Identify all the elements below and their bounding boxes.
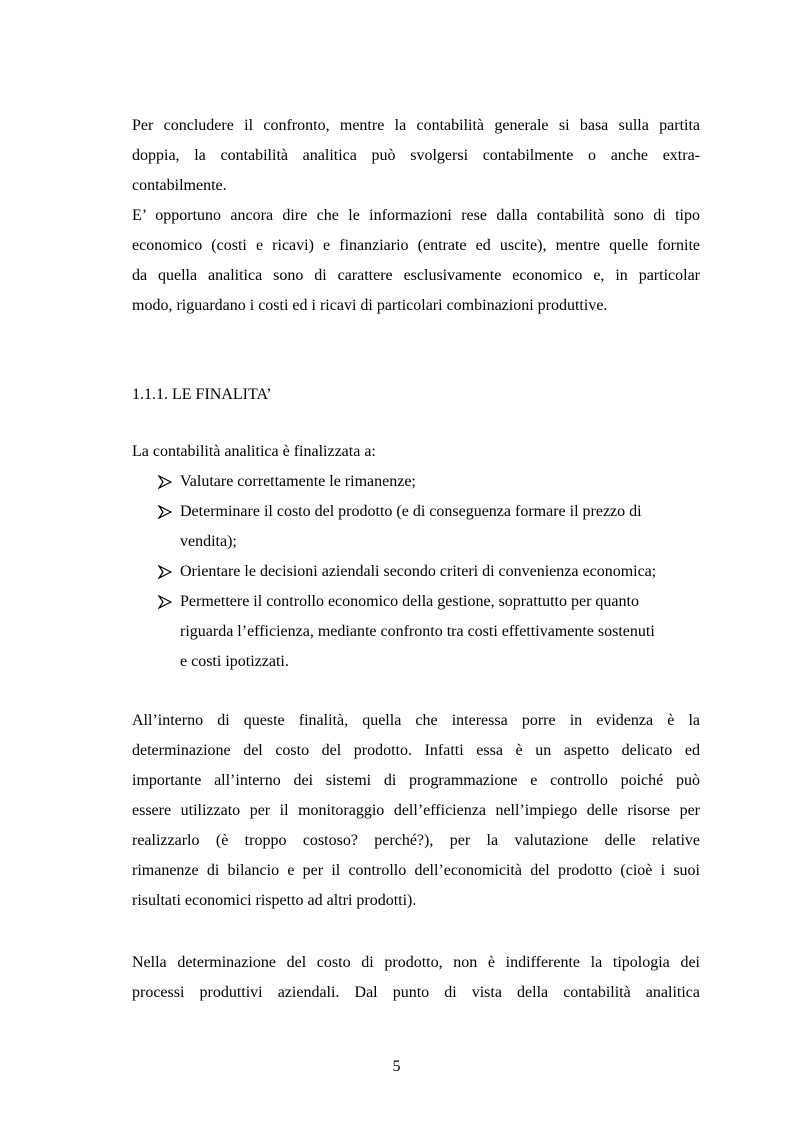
list-item	[158, 467, 698, 497]
paragraph-line: contabilmente.	[132, 177, 227, 194]
paragraph-line: doppia, la contabilità analitica può svolgersi contabilmente o anche extra-	[132, 147, 700, 164]
list-item	[158, 587, 698, 677]
paragraph-production-processes	[132, 948, 700, 1008]
list-item-line: Determinare il costo del prodotto (e di conseguenza formare il prezzo di	[180, 503, 642, 520]
list-intro: La contabilità analitica è finalizzata a:	[132, 443, 376, 460]
paragraph-line: essere utilizzato per il monitoraggio dell’efficienza nell’impiego delle risorse per	[132, 802, 700, 819]
paragraph-line: rimanenze di bilancio e per il controllo dell’economicità del prodotto (cioè i suoi	[132, 862, 700, 879]
list-item-line: Valutare correttamente le rimanenze;	[180, 473, 416, 490]
paragraph-line: risultati economici rispetto ad altri prodotti).	[132, 892, 417, 909]
arrowhead-bullet-icon	[158, 595, 172, 609]
paragraph-cost-determination	[132, 706, 700, 916]
paragraph-line: processi produttivi aziendali. Dal punto di vista della contabilità analitica	[132, 984, 700, 1001]
arrowhead-bullet-icon	[158, 475, 172, 489]
paragraph-line: Nella determinazione del costo di prodotto, non è indifferente la tipologia dei	[132, 954, 700, 971]
paragraph-line: realizzarlo (è troppo costoso? perché?), per la valutazione delle relative	[132, 832, 700, 849]
paragraph-line: Per concludere il confronto, mentre la contabilità generale si basa sulla partita	[132, 117, 700, 134]
list-item-line: Permettere il controllo economico della gestione, soprattutto per quanto	[180, 593, 639, 610]
paragraph-line: modo, riguardano i costi ed i ricavi di particolari combinazioni produttive.	[132, 297, 608, 314]
paragraph-conclusion	[132, 111, 700, 201]
arrowhead-bullet-icon	[158, 565, 172, 579]
section-heading: 1.1.1. LE FINALITA’	[132, 386, 272, 403]
page-number: 5	[392, 1058, 401, 1075]
paragraph-line: importante all’interno dei sistemi di programmazione e controllo poiché può	[132, 772, 700, 789]
arrowhead-bullet-icon	[158, 505, 172, 519]
list-item-line: Orientare le decisioni aziendali secondo criteri di convenienza economica;	[180, 563, 657, 580]
paragraph-line: E’ opportuno ancora dire che le informazioni rese dalla contabilità sono di tipo	[132, 207, 700, 224]
paragraph-line: economico (costi e ricavi) e finanziario (entrate ed uscite), mentre quelle fornite	[132, 237, 700, 254]
paragraph-line: determinazione del costo del prodotto. Infatti essa è un aspetto delicato ed	[132, 742, 700, 759]
paragraph-line: All’interno di queste finalità, quella che interessa porre in evidenza è la	[132, 712, 700, 729]
list-item-line: vendita);	[180, 533, 237, 550]
paragraph-line: da quella analitica sono di carattere esclusivamente economico e, in particolar	[132, 267, 700, 284]
list-item	[158, 497, 698, 557]
list-item-line: riguarda l’efficienza, mediante confronto tra costi effettivamente sostenuti	[180, 623, 655, 640]
list-item	[158, 557, 698, 587]
paragraph-information	[132, 201, 700, 321]
purpose-list	[158, 467, 698, 677]
list-item-line: e costi ipotizzati.	[180, 653, 289, 670]
